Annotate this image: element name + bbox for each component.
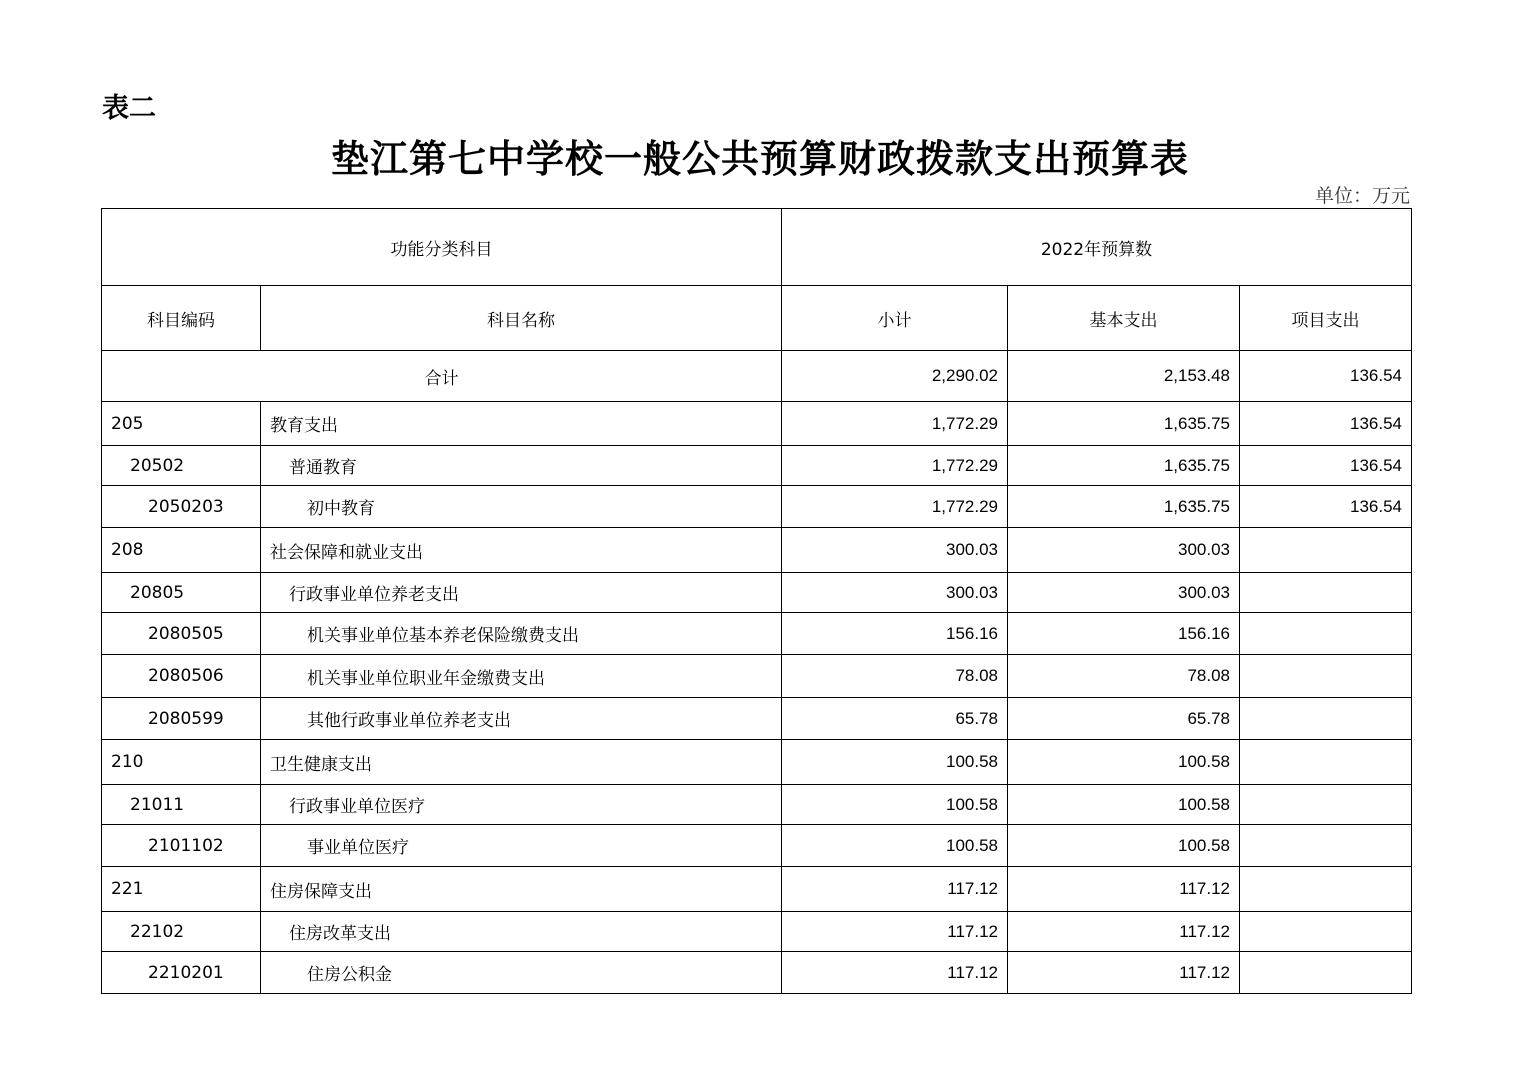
row-project: 136.54 — [1240, 446, 1412, 486]
row-project — [1240, 825, 1412, 867]
table-row — [102, 573, 1412, 613]
row-subtotal: 1,772.29 — [782, 402, 1008, 446]
row-name: 机关事业单位职业年金缴费支出 — [261, 655, 782, 698]
row-subtotal: 100.58 — [782, 825, 1008, 867]
header-subtotal: 小计 — [782, 286, 1008, 351]
budget-table — [101, 208, 1412, 994]
table-row — [102, 446, 1412, 486]
table-row — [102, 867, 1412, 912]
row-basic: 100.58 — [1008, 785, 1240, 825]
row-code: 210 — [102, 740, 261, 785]
row-subtotal: 100.58 — [782, 740, 1008, 785]
row-subtotal: 117.12 — [782, 952, 1008, 994]
total-row — [102, 351, 1412, 402]
row-basic: 117.12 — [1008, 867, 1240, 912]
table-row — [102, 528, 1412, 573]
row-basic: 65.78 — [1008, 698, 1240, 740]
table-label: 表二 — [102, 93, 156, 124]
row-basic: 1,635.75 — [1008, 446, 1240, 486]
row-name: 事业单位医疗 — [261, 825, 782, 867]
row-subtotal: 300.03 — [782, 573, 1008, 613]
row-name: 机关事业单位基本养老保险缴费支出 — [261, 613, 782, 655]
row-subtotal: 65.78 — [782, 698, 1008, 740]
table-row — [102, 613, 1412, 655]
row-project: 136.54 — [1240, 402, 1412, 446]
row-code: 2101102 — [102, 825, 261, 867]
row-project — [1240, 867, 1412, 912]
row-subtotal: 156.16 — [782, 613, 1008, 655]
row-code: 2080506 — [102, 655, 261, 698]
row-project — [1240, 912, 1412, 952]
row-subtotal: 1,772.29 — [782, 446, 1008, 486]
table-row — [102, 740, 1412, 785]
row-project: 136.54 — [1240, 486, 1412, 528]
row-name: 住房保障支出 — [261, 867, 782, 912]
header-basic: 基本支出 — [1008, 286, 1240, 351]
row-code: 221 — [102, 867, 261, 912]
total-project: 136.54 — [1240, 351, 1412, 402]
row-code: 20502 — [102, 446, 261, 486]
row-subtotal: 300.03 — [782, 528, 1008, 573]
row-name: 住房改革支出 — [261, 912, 782, 952]
row-code: 22102 — [102, 912, 261, 952]
table-row — [102, 402, 1412, 446]
row-code: 205 — [102, 402, 261, 446]
total-basic: 2,153.48 — [1008, 351, 1240, 402]
row-project — [1240, 952, 1412, 994]
row-code: 208 — [102, 528, 261, 573]
row-name: 初中教育 — [261, 486, 782, 528]
row-subtotal: 117.12 — [782, 867, 1008, 912]
row-code: 2050203 — [102, 486, 261, 528]
row-name: 住房公积金 — [261, 952, 782, 994]
row-code: 2080505 — [102, 613, 261, 655]
row-name: 教育支出 — [261, 402, 782, 446]
row-basic: 156.16 — [1008, 613, 1240, 655]
header-group-row — [102, 209, 1412, 286]
table-row — [102, 952, 1412, 994]
header-row — [102, 286, 1412, 351]
row-project — [1240, 613, 1412, 655]
row-name: 卫生健康支出 — [261, 740, 782, 785]
total-label: 合计 — [102, 351, 782, 402]
header-functional-classification: 功能分类科目 — [102, 209, 782, 286]
table-row — [102, 912, 1412, 952]
row-project — [1240, 740, 1412, 785]
table-row — [102, 698, 1412, 740]
row-subtotal: 1,772.29 — [782, 486, 1008, 528]
row-basic: 100.58 — [1008, 740, 1240, 785]
table-row — [102, 785, 1412, 825]
row-project — [1240, 655, 1412, 698]
row-name: 社会保障和就业支出 — [261, 528, 782, 573]
row-code: 2210201 — [102, 952, 261, 994]
row-basic: 300.03 — [1008, 573, 1240, 613]
header-budget-year: 2022年预算数 — [782, 209, 1412, 286]
table-row — [102, 825, 1412, 867]
row-basic: 117.12 — [1008, 912, 1240, 952]
header-project: 项目支出 — [1240, 286, 1412, 351]
row-code: 20805 — [102, 573, 261, 613]
unit-label: 单位：万元 — [1314, 185, 1410, 207]
row-project — [1240, 573, 1412, 613]
row-name: 行政事业单位医疗 — [261, 785, 782, 825]
row-project — [1240, 785, 1412, 825]
row-basic: 1,635.75 — [1008, 486, 1240, 528]
row-project — [1240, 698, 1412, 740]
row-basic: 100.58 — [1008, 825, 1240, 867]
page-title: 垫江第七中学校一般公共预算财政拨款支出预算表 — [330, 136, 1189, 181]
row-basic: 300.03 — [1008, 528, 1240, 573]
row-code: 21011 — [102, 785, 261, 825]
row-subtotal: 117.12 — [782, 912, 1008, 952]
row-name: 其他行政事业单位养老支出 — [261, 698, 782, 740]
header-name: 科目名称 — [261, 286, 782, 351]
row-subtotal: 78.08 — [782, 655, 1008, 698]
row-name: 普通教育 — [261, 446, 782, 486]
table-row — [102, 655, 1412, 698]
total-subtotal: 2,290.02 — [782, 351, 1008, 402]
row-code: 2080599 — [102, 698, 261, 740]
header-code: 科目编码 — [102, 286, 261, 351]
row-basic: 1,635.75 — [1008, 402, 1240, 446]
row-name: 行政事业单位养老支出 — [261, 573, 782, 613]
row-project — [1240, 528, 1412, 573]
row-subtotal: 100.58 — [782, 785, 1008, 825]
table-row — [102, 486, 1412, 528]
row-basic: 78.08 — [1008, 655, 1240, 698]
row-basic: 117.12 — [1008, 952, 1240, 994]
